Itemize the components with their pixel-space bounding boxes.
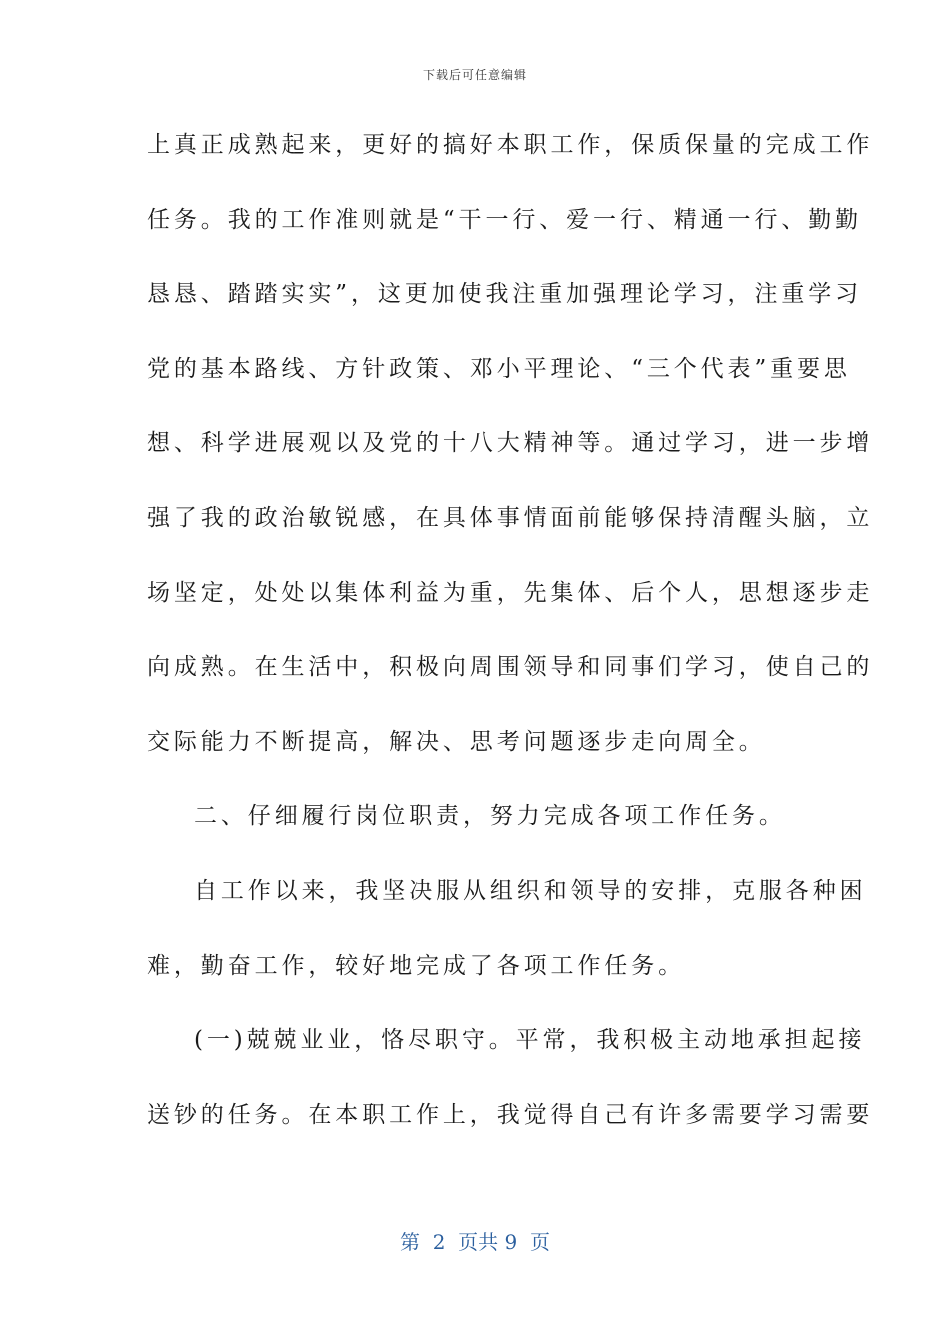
body-line: 恳恳、踏踏实实”，这更加使我注重加强理论学习，注重学习 <box>147 281 863 308</box>
paragraph-first-line: 自工作以来，我坚决服从组织和领导的安排，克服各种困 <box>194 877 867 904</box>
page-header-note: 下载后可任意编辑 <box>422 68 527 82</box>
body-line: 强了我的政治敏锐感，在具体事情面前能够保持清醒头脑，立 <box>147 504 874 531</box>
body-line: 上真正成熟起来，更好的搞好本职工作，保质保量的完成工作 <box>147 132 874 158</box>
body-line: 想、科学进展观以及党的十八大精神等。通过学习，进一步增 <box>147 430 874 457</box>
document-body <box>147 118 874 1162</box>
body-line: 向成熟。在生活中，积极向周围领导和同事们学习，使自己的 <box>147 654 874 681</box>
page-number-footer: 第 2 页共 9 页 <box>400 1230 550 1254</box>
body-line: 交际能力不断提高，解决、思考问题逐步走向周全。 <box>147 728 766 755</box>
body-line: 难，勤奋工作，较好地完成了各项工作任务。 <box>147 952 685 979</box>
body-line: 送钞的任务。在本职工作上，我觉得自己有许多需要学习需要 <box>147 1101 874 1128</box>
body-line: 任务。我的工作准则就是“干一行、爱一行、精通一行、勤勤 <box>147 206 863 233</box>
body-line: 党的基本路线、方针政策、邓小平理论、“三个代表”重要思 <box>147 355 851 382</box>
body-line: 场坚定，处处以集体利益为重，先集体、后个人，思想逐步走 <box>147 579 874 606</box>
paragraph-first-line: (一)兢兢业业，恪尽职守。平常，我积极主动地承担起接 <box>194 1027 866 1054</box>
section-heading: 二、仔细履行岗位职责，努力完成各项工作任务。 <box>194 803 786 830</box>
